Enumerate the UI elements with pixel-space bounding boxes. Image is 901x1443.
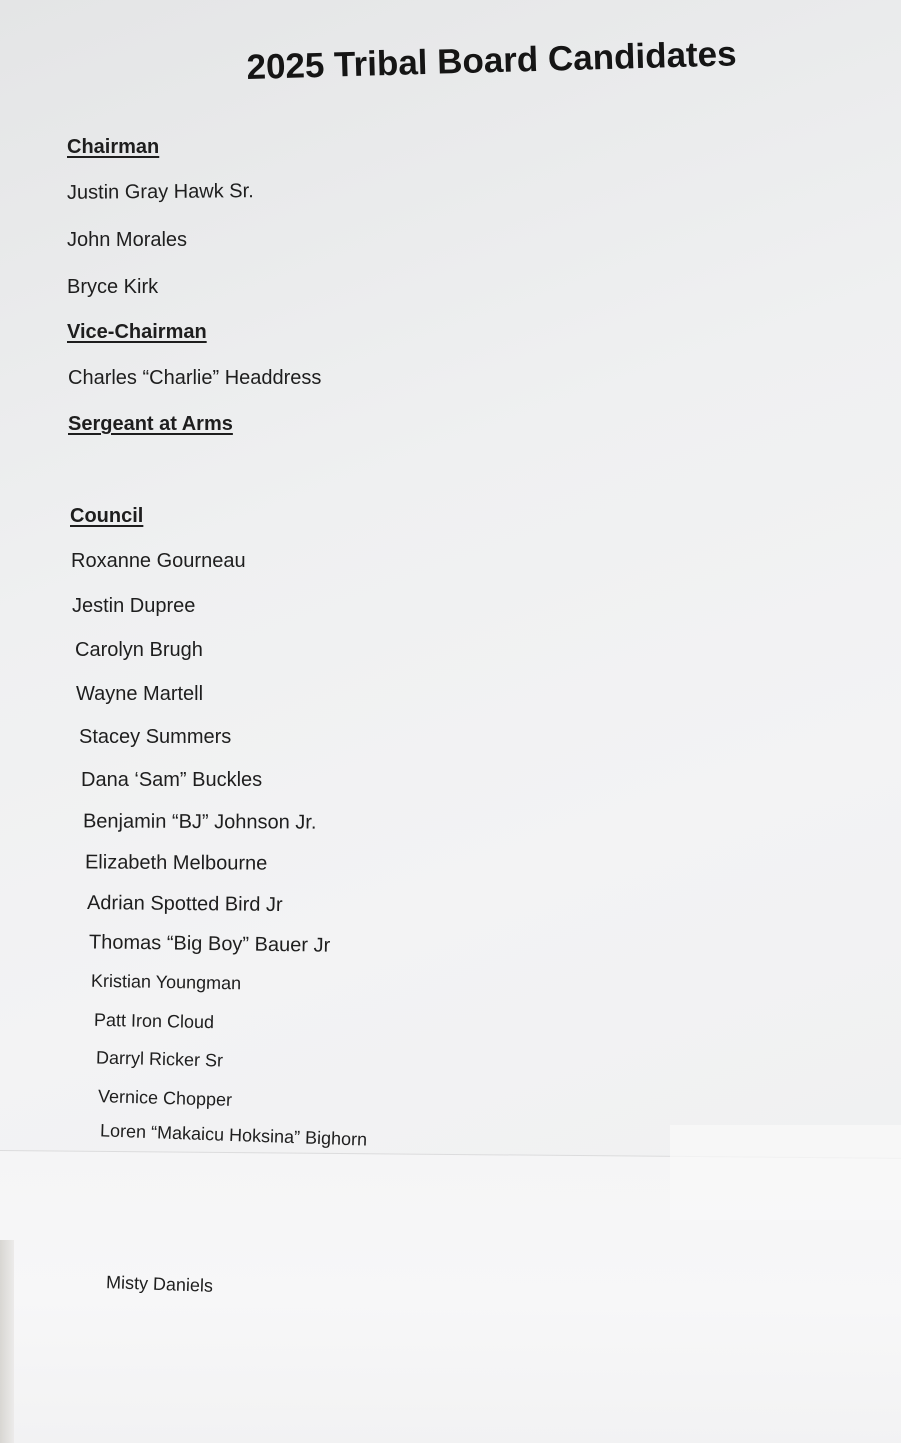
candidate-name: Dana ‘Sam” Buckles (81, 769, 263, 791)
candidate-name: Kristian Youngman (90, 970, 242, 994)
candidate-name: Adrian Spotted Bird Jr (86, 891, 283, 917)
candidate-name: Vernice Chopper (97, 1086, 233, 1110)
candidate-name: Bryce Kirk (67, 276, 159, 298)
candidate-name: Roxanne Gourneau (71, 550, 246, 572)
candidate-name: Benjamin “BJ” Johnson Jr. (82, 810, 317, 834)
section-heading-council: Council (70, 505, 144, 527)
candidate-name: Darryl Ricker Sr (95, 1047, 224, 1071)
paper-edge (0, 1240, 14, 1443)
candidate-name: Wayne Martell (76, 683, 204, 705)
document-title: 2025 Tribal Board Candidates (246, 34, 738, 87)
paper-shadow (670, 1125, 901, 1220)
section-heading-sergeant-at-arms: Sergeant at Arms (68, 413, 233, 435)
candidate-name: Carolyn Brugh (75, 639, 203, 661)
candidate-name: Loren “Makaicu Hoksina” Bighorn (99, 1120, 368, 1150)
candidate-name: Thomas “Big Boy” Bauer Jr (88, 931, 331, 957)
candidate-name: Patt Iron Cloud (93, 1009, 215, 1033)
candidate-name: Misty Daniels (105, 1272, 214, 1296)
candidate-name: Jestin Dupree (72, 595, 196, 617)
section-heading-vice-chairman: Vice-Chairman (67, 321, 207, 343)
section-heading-chairman: Chairman (67, 136, 160, 158)
candidate-name: Stacey Summers (79, 726, 232, 748)
candidate-name: John Morales (67, 229, 188, 251)
candidate-name: Charles “Charlie” Headdress (68, 367, 322, 389)
candidate-name: Justin Gray Hawk Sr. (66, 180, 254, 204)
candidate-name: Elizabeth Melbourne (84, 851, 268, 875)
